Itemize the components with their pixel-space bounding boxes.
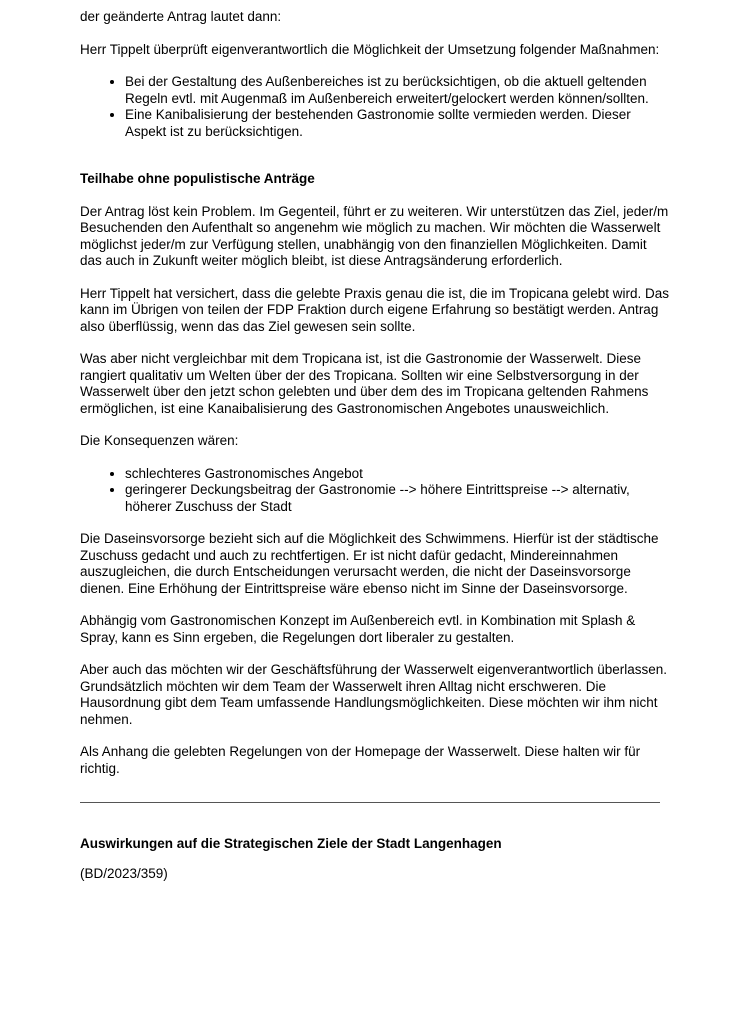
section-heading-auswirkungen: Auswirkungen auf die Strategischen Ziele der Stadt Langenhagen	[80, 836, 502, 851]
list-item: • Eine Kanibalisierung der bestehenden Gastronomie sollte vermieden werden. Dieser Aspekt ist zu berücksichtigen.	[125, 107, 670, 140]
paragraph: Abhängig vom Gastronomischen Konzept im Außenbereich evtl. in Kombination mit Splash & Spray, kann es Sinn ergeben, die Regelungen dort liberaler zu gestalten.	[80, 613, 636, 645]
paragraph: Als Anhang die gelebten Regelungen von der Homepage der Wasserwelt. Diese halten wir für richtig.	[80, 744, 641, 776]
intro-paragraph: Herr Tippelt überprüft eigenverantwortlich die Möglichkeit der Umsetzung folgender Maßnahmen:	[80, 41, 660, 57]
consequences-list	[80, 466, 670, 516]
paragraph: Herr Tippelt hat versichert, dass die gelebte Praxis genau die ist, die im Tropicana gelebt wird. Das kann im Übrigen von teilen der FDP Fraktion durch eigene Erfahrung so bestätigt werden. Antrag also überflüssig, wenn das das Ziel gewesen sein sollte.	[80, 285, 670, 334]
section-heading-teilhabe: Teilhabe ohne populistische Anträge	[80, 171, 315, 186]
section-divider	[80, 802, 660, 803]
list-item: • schlechteres Gastronomisches Angebot	[125, 466, 670, 483]
intro-line: der geänderte Antrag lautet dann:	[80, 9, 282, 24]
paragraph: Die Daseinsvorsorge bezieht sich auf die Möglichkeit des Schwimmens. Hierfür ist der städtische Zuschuss gedacht und auch zu rechtfertigen. Er ist nicht dafür gedacht, Mindereinnahmen auszugleichen, die durch Entscheidungen verursacht werden, die nicht der Daseinsvorsorge dienen. Eine Erhöhung der Eintrittspreise wäre ebenso nicht im Sinne der Daseinsvorsorge.	[80, 531, 659, 596]
paragraph: Was aber nicht vergleichbar mit dem Tropicana ist, ist die Gastronomie der Wasserwelt. Diese rangiert qualitativ um Welten über der des Tropicana. Sollten wir eine Selbstversorgung in der Wasserwelt über den jetzt schon gelebten und über dem des im Tropicana geltenden Rahmens ermöglichen, ist eine Kanaibalisierung des Gastronomischen Angebotes unausweichlich.	[80, 351, 649, 416]
list-item: • Bei der Gestaltung des Außenbereiches ist zu berücksichtigen, ob die aktuell geltenden Regeln evtl. mit Augenmaß im Außenbereich erweitert/gelockert werden können/sollten.	[125, 74, 670, 107]
measures-list	[80, 74, 670, 140]
paragraph: Aber auch das möchten wir der Geschäftsführung der Wasserwelt eigenverantwortlich überlassen. Grundsätzlich möchten wir dem Team der Wasserwelt ihren Alltag nicht erschweren. Die Hausordnung gibt dem Team umfassende Handlungsmöglichkeiten. Diese möchten wir ihm nicht nehmen.	[80, 662, 668, 727]
reference-number: (BD/2023/359)	[80, 865, 168, 881]
list-item: • geringerer Deckungsbeitrag der Gastronomie --> höhere Eintrittspreise --> alternativ, höherer Zuschuss der Stadt	[125, 482, 670, 515]
paragraph: Der Antrag löst kein Problem. Im Gegenteil, führt er zu weiteren. Wir unterstützen das Ziel, jeder/m Besuchenden den Aufenthalt so angenehm wie möglich zu machen. Wir möchten die Wasserwelt möglichst jeder/m zur Verfügung stellen, unabhängig von den finanziellen Möglichkeiten. Damit das auch in Zukunft weiter möglich bleibt, ist diese Antragsänderung erforderlich.	[80, 203, 669, 268]
paragraph: Die Konsequenzen wären:	[80, 433, 239, 448]
document-page	[80, 9, 670, 898]
